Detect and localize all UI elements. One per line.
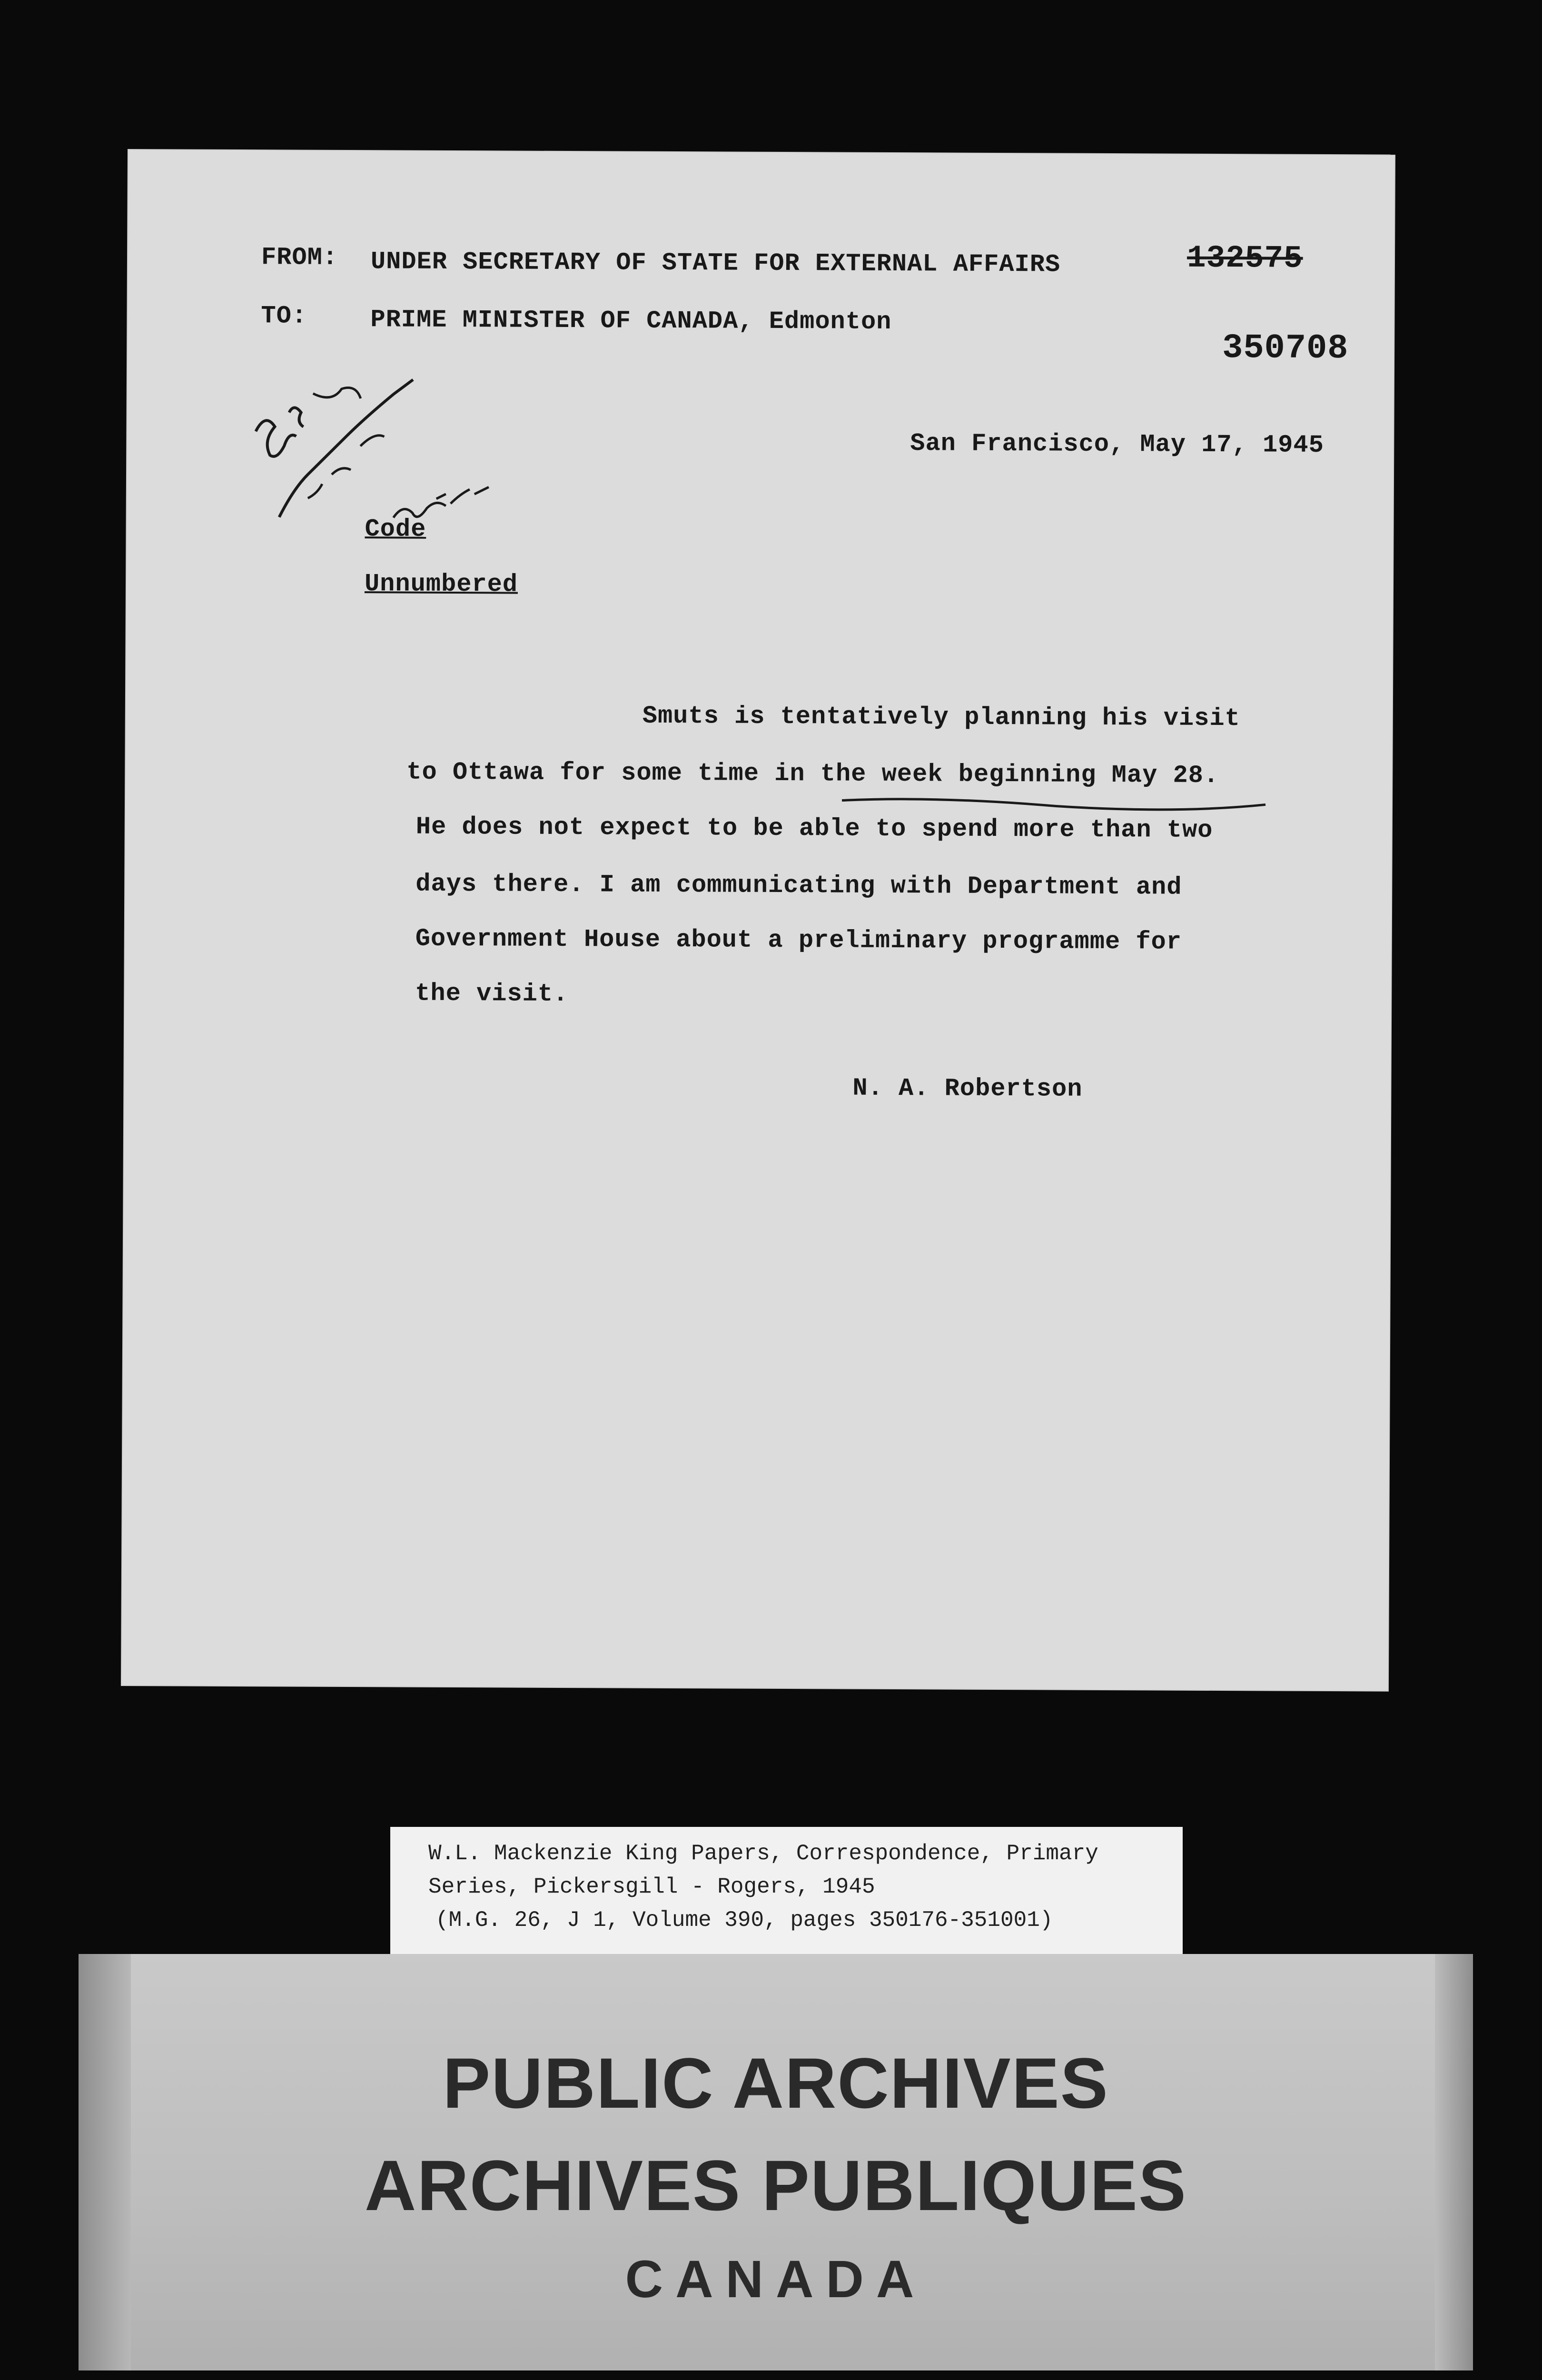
from-value: UNDER SECRETARY OF STATE FOR EXTERNAL AFFAIRS	[370, 248, 1061, 279]
place-and-date: San Francisco, May 17, 1945	[910, 429, 1324, 459]
body-line: to Ottawa for some time in the week beginning May 28.	[406, 758, 1219, 790]
file-number: 350708	[1222, 328, 1349, 368]
body-line: days there. I am communicating with Department and	[415, 870, 1182, 902]
signature: N. A. Robertson	[852, 1074, 1083, 1103]
code-label: Code	[365, 515, 426, 544]
archives-banner	[79, 1954, 1473, 2370]
citation-line: (M.G. 26, J 1, Volume 390, pages 350176-351001)	[435, 1908, 1053, 1933]
body-line: He does not expect to be able to spend more than two	[415, 813, 1213, 844]
body-line: the visit.	[415, 979, 569, 1009]
citation-line: Series, Pickersgill - Rogers, 1945	[428, 1874, 875, 1899]
body-line: Smuts is tentatively planning his visit	[642, 702, 1240, 733]
banner-title-english: PUBLIC ARCHIVES	[443, 2043, 1109, 2123]
body-line: Government House about a preliminary programme for	[415, 924, 1182, 956]
banner-title-french: ARCHIVES PUBLIQUES	[365, 2145, 1187, 2225]
document-page	[122, 150, 1394, 1691]
to-label: TO:	[261, 302, 307, 330]
from-label: FROM:	[261, 243, 338, 272]
banner-country: CANADA	[625, 2250, 927, 2309]
struck-file-number: 132575	[1186, 240, 1303, 277]
handwritten-annotation	[236, 374, 504, 575]
handwritten-underline	[840, 793, 1268, 814]
citation-label	[390, 1827, 1183, 1965]
citation-line: W.L. Mackenzie King Papers, Correspondence, Primary	[428, 1841, 1098, 1866]
unnumbered-label: Unnumbered	[364, 570, 518, 599]
to-value: PRIME MINISTER OF CANADA, Edmonton	[370, 306, 892, 336]
